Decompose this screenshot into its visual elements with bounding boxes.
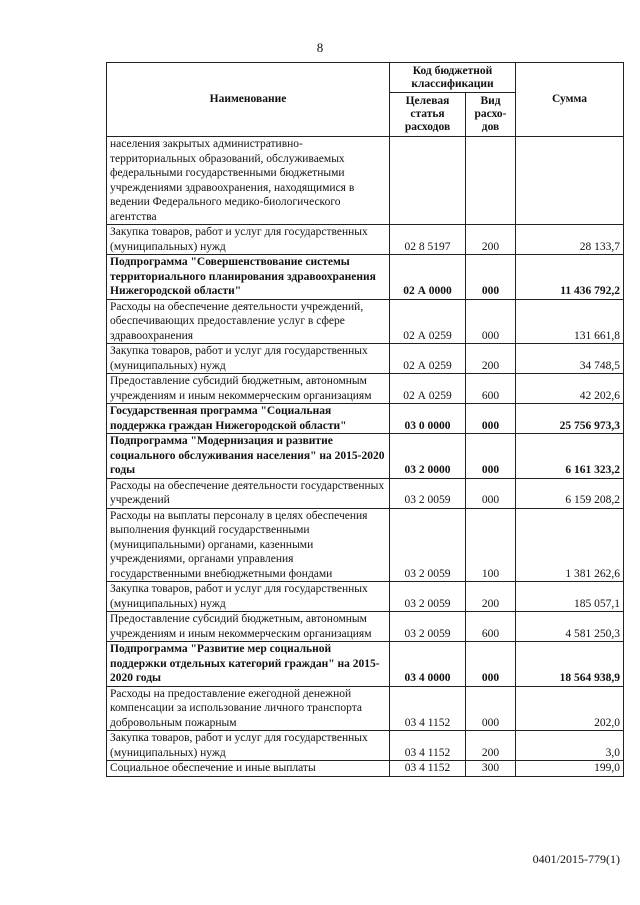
row-expense-type: 000 — [466, 434, 516, 479]
row-name: Социальное обеспечение и иные выплаты — [107, 761, 390, 777]
row-expense-type: 000 — [466, 478, 516, 508]
row-name: Закупка товаров, работ и услуг для государственных (муниципальных) нужд — [107, 344, 390, 374]
row-expense-type: 000 — [466, 642, 516, 687]
row-sum: 34 748,5 — [516, 344, 624, 374]
table-row — [107, 582, 624, 612]
table-row — [107, 434, 624, 479]
row-name: Закупка товаров, работ и услуг для государственных (муниципальных) нужд — [107, 225, 390, 255]
table-row — [107, 731, 624, 761]
row-target-code: 02 А 0000 — [390, 255, 466, 300]
row-name: Расходы на обеспечение деятельности государственных учреждений — [107, 478, 390, 508]
row-sum — [516, 137, 624, 225]
table-row — [107, 299, 624, 344]
table-row — [107, 761, 624, 777]
row-target-code: 03 2 0059 — [390, 508, 466, 582]
row-name: Подпрограмма "Модернизация и развитие социального обслуживания населения" на 2015-2020 годы — [107, 434, 390, 479]
table-row — [107, 642, 624, 687]
header-code-group: Код бюджетной классификации — [390, 63, 516, 93]
row-sum: 4 581 250,3 — [516, 612, 624, 642]
table-row — [107, 508, 624, 582]
row-name: Предоставление субсидий бюджетным, автономным учреждениям и иным некоммерческим организациям — [107, 612, 390, 642]
table-row — [107, 686, 624, 731]
row-name: Государственная программа "Социальная поддержка граждан Нижегородской области" — [107, 404, 390, 434]
table-row — [107, 612, 624, 642]
row-expense-type: 200 — [466, 225, 516, 255]
table-header — [107, 63, 624, 137]
row-name: Расходы на предоставление ежегодной денежной компенсации за использование личного транспорта добровольным пожарным — [107, 686, 390, 731]
row-sum: 185 057,1 — [516, 582, 624, 612]
table-body — [107, 137, 624, 777]
row-expense-type: 200 — [466, 344, 516, 374]
row-expense-type: 000 — [466, 255, 516, 300]
header-type: Вид расхо-дов — [466, 93, 516, 137]
row-sum: 6 159 208,2 — [516, 478, 624, 508]
row-target-code: 03 2 0000 — [390, 434, 466, 479]
row-expense-type: 200 — [466, 731, 516, 761]
table-row — [107, 374, 624, 404]
header-target: Целевая статья расходов — [390, 93, 466, 137]
row-sum: 202,0 — [516, 686, 624, 731]
row-sum: 199,0 — [516, 761, 624, 777]
document-code: 0401/2015-779(1) — [532, 852, 620, 866]
row-expense-type: 000 — [466, 404, 516, 434]
row-sum: 1 381 262,6 — [516, 508, 624, 582]
row-target-code: 02 А 0259 — [390, 344, 466, 374]
row-expense-type — [466, 137, 516, 225]
row-name: Закупка товаров, работ и услуг для государственных (муниципальных) нужд — [107, 731, 390, 761]
row-name: населения закрытых административно-территориальных образований, обслуживаемых федеральными государственными бюджетными учреждениями здравоохранения, находящимися в ведении Федерального медико-биологического агентства — [107, 137, 390, 225]
row-name: Предоставление субсидий бюджетным, автономным учреждениям и иным некоммерческим организациям — [107, 374, 390, 404]
table-row — [107, 255, 624, 300]
row-sum: 28 133,7 — [516, 225, 624, 255]
header-name: Наименование — [107, 63, 390, 137]
row-expense-type: 300 — [466, 761, 516, 777]
row-target-code: 03 4 0000 — [390, 642, 466, 687]
row-sum: 18 564 938,9 — [516, 642, 624, 687]
row-sum: 131 661,8 — [516, 299, 624, 344]
row-target-code: 03 2 0059 — [390, 582, 466, 612]
row-target-code: 03 2 0059 — [390, 612, 466, 642]
row-target-code: 02 8 5197 — [390, 225, 466, 255]
row-expense-type: 000 — [466, 686, 516, 731]
table-row — [107, 225, 624, 255]
table-row — [107, 404, 624, 434]
row-name: Закупка товаров, работ и услуг для государственных (муниципальных) нужд — [107, 582, 390, 612]
row-expense-type: 200 — [466, 582, 516, 612]
row-sum: 6 161 323,2 — [516, 434, 624, 479]
row-sum: 42 202,6 — [516, 374, 624, 404]
row-name: Подпрограмма "Совершенствование системы территориального планирования здравоохранения Нижегородской области" — [107, 255, 390, 300]
row-target-code: 03 4 1152 — [390, 761, 466, 777]
row-target-code: 03 0 0000 — [390, 404, 466, 434]
row-name: Расходы на обеспечение деятельности учреждений, обеспечивающих предоставление услуг в сфере здравоохранения — [107, 299, 390, 344]
row-name: Подпрограмма "Развитие мер социальной поддержки отдельных категорий граждан" на 2015-2020 годы — [107, 642, 390, 687]
table-row — [107, 344, 624, 374]
row-target-code: 03 4 1152 — [390, 731, 466, 761]
row-sum: 3,0 — [516, 731, 624, 761]
row-sum: 25 756 973,3 — [516, 404, 624, 434]
page-number: 8 — [316, 40, 324, 55]
budget-table — [106, 62, 624, 777]
row-target-code — [390, 137, 466, 225]
row-target-code: 03 4 1152 — [390, 686, 466, 731]
row-sum: 11 436 792,2 — [516, 255, 624, 300]
row-target-code: 03 2 0059 — [390, 478, 466, 508]
row-expense-type: 000 — [466, 299, 516, 344]
row-expense-type: 600 — [466, 374, 516, 404]
header-sum: Сумма — [516, 63, 624, 137]
row-expense-type: 100 — [466, 508, 516, 582]
row-name: Расходы на выплаты персоналу в целях обеспечения выполнения функций государственными (муниципальными) органами, казенными учреждениями, органами управления государственными внебюджетными фондами — [107, 508, 390, 582]
row-expense-type: 600 — [466, 612, 516, 642]
table-row — [107, 137, 624, 225]
row-target-code: 02 А 0259 — [390, 374, 466, 404]
row-target-code: 02 А 0259 — [390, 299, 466, 344]
table-row — [107, 478, 624, 508]
